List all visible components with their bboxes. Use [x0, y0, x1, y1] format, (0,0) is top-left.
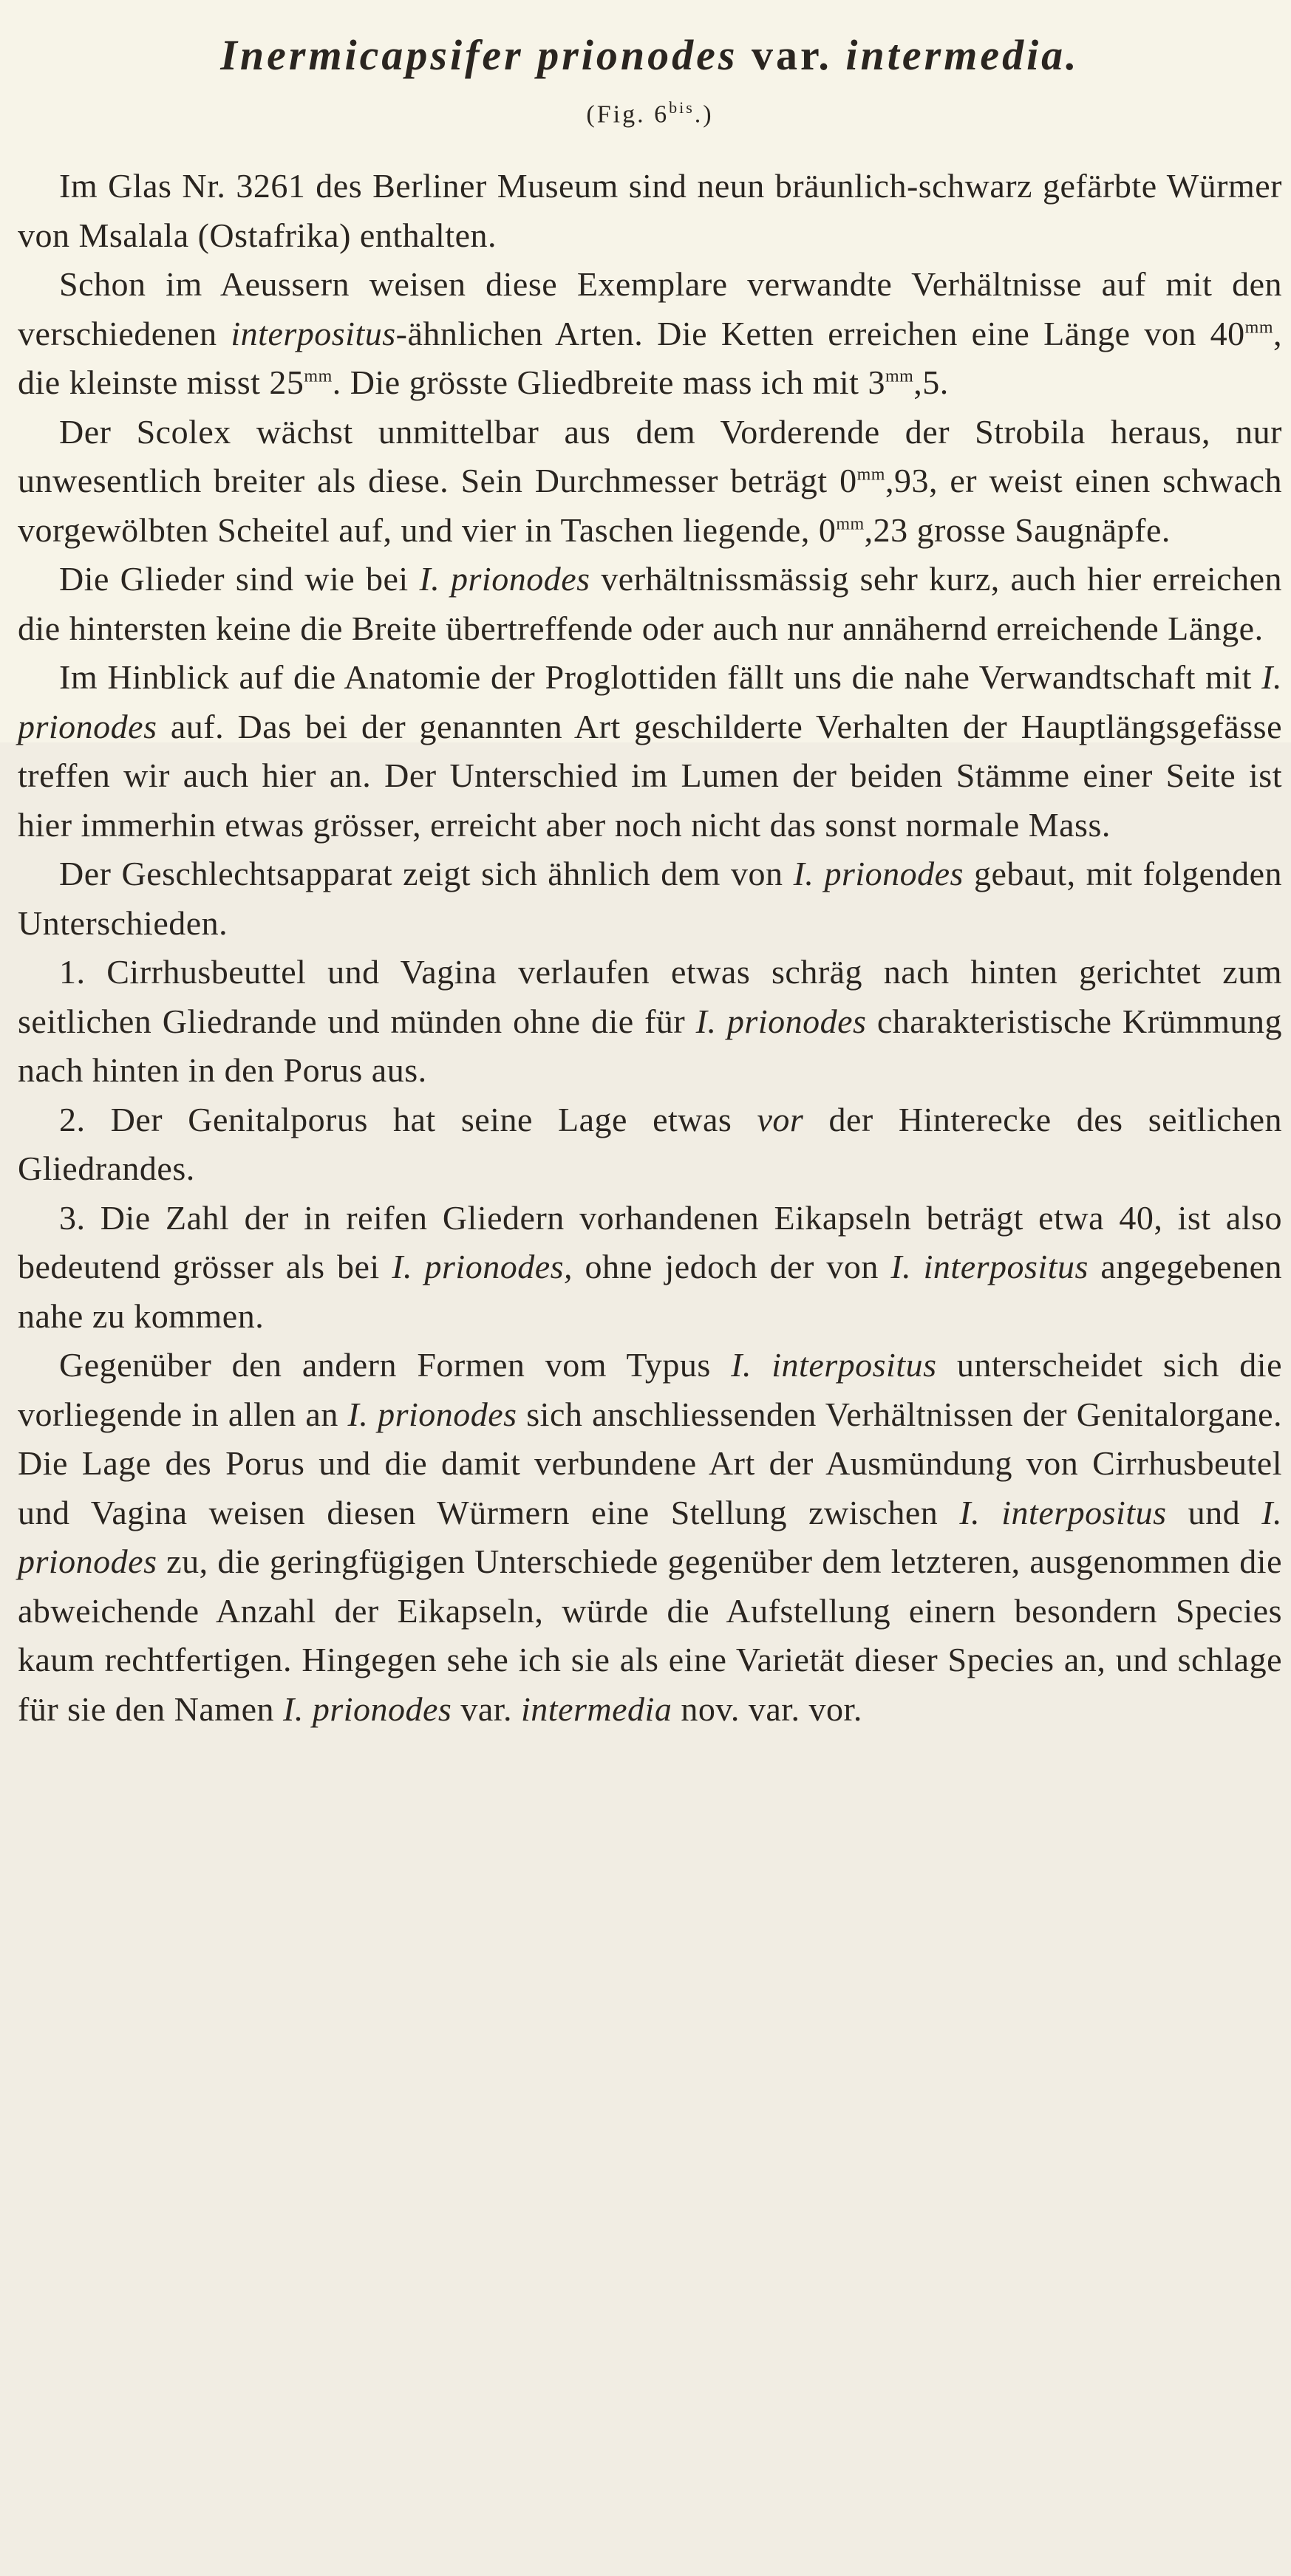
paragraph-text: var. — [452, 1690, 522, 1728]
paragraph-text: 1. Cirrhusbeuttel und Vagina verlaufen etwas schräg nach hinten gerichtet zum seitlichen Gliedrande und münden ohne die für — [18, 953, 1282, 1040]
species-italic: I. prionodes — [18, 658, 1282, 745]
paragraph-text: charakteristische Krümmung nach hinten in den Porus aus. — [18, 1002, 1282, 1090]
figure-reference — [18, 81, 1282, 141]
paragraph-text: Gegenüber den andern Formen vom Typus — [59, 1346, 732, 1384]
paragraph-text: ,5. — [913, 363, 949, 402]
paragraph-text: sich anschliessenden Verhältnissen der Genitalorgane. Die Lage des Porus und die damit verbundene Art der Ausmündung von Cirrhusbeutel und Vagina weisen diesen Würmern eine Stellung zwischen — [18, 1395, 1282, 1531]
unit-superscript: mm — [836, 514, 865, 534]
page-title — [18, 30, 1282, 81]
paragraph-2 — [18, 260, 1282, 408]
unit-superscript: mm — [1244, 318, 1273, 338]
species-italic: I. prionodes — [419, 560, 590, 598]
paragraph-text: . Die grösste Gliedbreite mass ich mit 3 — [332, 363, 885, 402]
species-italic: I. prionodes — [793, 855, 964, 893]
figure-ref-suffix: .) — [694, 100, 714, 129]
paragraph-text: auf. Das bei der genannten Art geschilderte Verhalten der Hauptlängsgefässe treffen wir auch hier an. Der Unterschied im Lumen der beiden Stämme einer Seite ist hier immerhin etwas grösser, erreicht aber noch nicht das sonst normale Mass. — [18, 707, 1282, 844]
paragraph-text: verhältnissmässig sehr kurz, auch hier erreichen die hintersten keine die Breite übertreffende oder auch nur annähernd erreichende Länge. — [18, 560, 1282, 647]
paragraph-text: Im Glas Nr. 3261 des Berliner Museum sind neun bräunlich-schwarz gefärbte Würmer von Msalala (Ostafrika) enthalten. — [18, 167, 1282, 254]
paragraph-text: -ähnlichen Arten. Die Ketten erreichen eine Länge von 40 — [395, 314, 1245, 352]
paragraph-text: der Hinterecke des seitlichen Gliedrandes. — [18, 1100, 1282, 1188]
species-italic: I. prionodes — [347, 1395, 517, 1433]
paragraph-10 — [18, 1341, 1282, 1734]
unit-superscript: mm — [885, 367, 914, 386]
paragraph-text: Der Scolex wächst unmittelbar aus dem Vorderende der Strobila heraus, nur unwesentlich breiter als diese. Sein Durchmesser beträgt 0 — [18, 412, 1282, 500]
paragraph-text: , die kleinste misst 25 — [18, 314, 1282, 402]
paragraph-text: unterscheidet sich die vorliegende in allen an — [18, 1346, 1283, 1433]
paragraph-9 — [18, 1194, 1282, 1342]
title-variety: intermedia. — [845, 31, 1080, 79]
paragraph-text: ,23 grosse Saugnäpfe. — [864, 510, 1171, 549]
figure-ref-prefix: (Fig. 6 — [586, 100, 670, 129]
species-italic: I. interpositus — [731, 1346, 937, 1384]
unit-superscript: mm — [856, 465, 885, 485]
paragraph-text: ,93, er weist einen schwach vorgewölbten Scheitel auf, und vier in Taschen liegende, 0 — [18, 462, 1282, 549]
title-species: Inermicapsifer prionodes — [220, 31, 738, 79]
paragraph-text: 2. Der Genitalporus hat seine Lage etwas — [59, 1100, 757, 1138]
paragraph-text: ohne jedoch der von — [573, 1248, 891, 1286]
figure-ref-superscript: bis — [669, 98, 695, 117]
article-body — [18, 162, 1282, 1734]
species-italic: I. interpositus — [959, 1493, 1167, 1531]
unit-superscript: mm — [304, 367, 333, 386]
variety-italic: intermedia — [521, 1690, 672, 1728]
paragraph-text: angegebenen nahe zu kommen. — [18, 1248, 1282, 1335]
paragraph-1 — [18, 162, 1282, 260]
paragraph-4 — [18, 555, 1282, 653]
emphasis-italic: vor — [757, 1100, 804, 1138]
species-italic: I. prionodes — [695, 1002, 867, 1040]
paragraph-7 — [18, 948, 1282, 1096]
species-italic: I. prionodes, — [392, 1248, 573, 1286]
species-italic: I. prionodes — [283, 1690, 452, 1728]
paragraph-text: zu, die geringfügigen Unterschiede gegenüber dem letzteren, ausgenommen die abweichende Anzahl der Eikapseln, würde die Aufstellung einern besondern Species kaum rechtfertigen. Hingegen sehe ich sie als eine Varietät dieser Species an, und schlage für sie den Namen — [18, 1542, 1282, 1728]
paragraph-text: Schon im Aeussern weisen diese Exemplare verwandte Verhältnisse auf mit den verschiedenen — [18, 265, 1282, 352]
paragraph-text: gebaut, mit folgenden Unterschieden. — [18, 855, 1283, 942]
paragraph-text: Der Geschlechtsapparat zeigt sich ähnlich dem von — [59, 855, 794, 893]
paragraph-text: nov. var. vor. — [672, 1690, 862, 1728]
species-italic: I. interpositus — [890, 1248, 1089, 1286]
paragraph-8 — [18, 1096, 1282, 1194]
paragraph-6 — [18, 850, 1282, 948]
species-italic: I. prionodes — [18, 1493, 1283, 1581]
title-var-label: var. — [751, 31, 832, 79]
paragraph-text: Die Glieder sind wie bei — [59, 560, 420, 598]
species-italic: interpositus — [231, 314, 396, 352]
paragraph-text: und — [1166, 1493, 1262, 1531]
paragraph-text: Im Hinblick auf die Anatomie der Proglottiden fällt uns die nahe Verwandtschaft mit — [59, 658, 1262, 697]
paragraph-3 — [18, 408, 1282, 556]
paragraph-5 — [18, 653, 1282, 850]
paragraph-text: 3. Die Zahl der in reifen Gliedern vorhandenen Eikapseln beträgt etwa 40, ist also bedeutend grösser als bei — [18, 1198, 1282, 1286]
